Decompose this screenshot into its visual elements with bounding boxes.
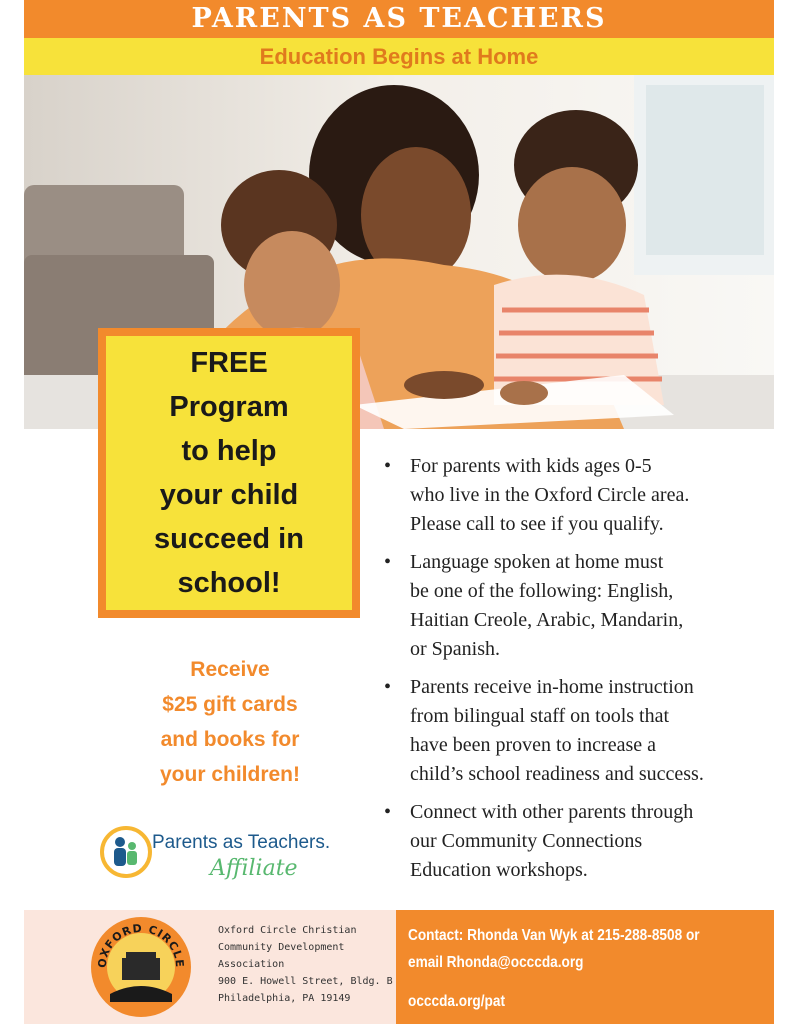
free-program-callout (98, 328, 360, 618)
program-bullet-list (382, 452, 774, 894)
gift-card-text: Receive $25 gift cards and books for your children! (159, 658, 301, 786)
family-emblem-icon (100, 822, 160, 882)
bullet-item: • For parents with kids ages 0-5 who live in the Oxford Circle area. Please call to see if you qualify. (382, 452, 774, 539)
seal-text: OXFORD CIRCLE (95, 921, 187, 969)
flyer-subtitle: Education Begins at Home (24, 38, 774, 75)
organization-address: Oxford Circle Christian Community Development Association 900 E. Howell Street, Bldg. B Philadelphia, PA 19149 (218, 925, 393, 1004)
callout-text: FREE Program to help your child succeed in school! (154, 347, 304, 599)
affiliate-name: Parents as Teachers. (152, 832, 331, 853)
contact-email[interactable]: email Rhonda@occcda.org (408, 954, 584, 971)
flyer-title: PARENTS AS TEACHERS (24, 0, 774, 38)
affiliate-tagline: Affiliate (210, 856, 298, 881)
bullet-item: • Parents receive in-home instruction from bilingual staff on tools that have been proven to increase a child’s school readiness and success. (382, 673, 774, 789)
bullet-item: • Language spoken at home must be one of the following: English, Haitian Creole, Arabic, Mandarin, or Spanish. (382, 548, 774, 664)
website-link[interactable]: occcda.org/pat (408, 993, 506, 1010)
oxford-circle-seal-icon (86, 912, 196, 1022)
bullet-item: • Connect with other parents through our Community Connections Education workshops. (382, 798, 774, 885)
contact-phone: Contact: Rhonda Van Wyk at 215-288-8508 or (408, 927, 700, 944)
